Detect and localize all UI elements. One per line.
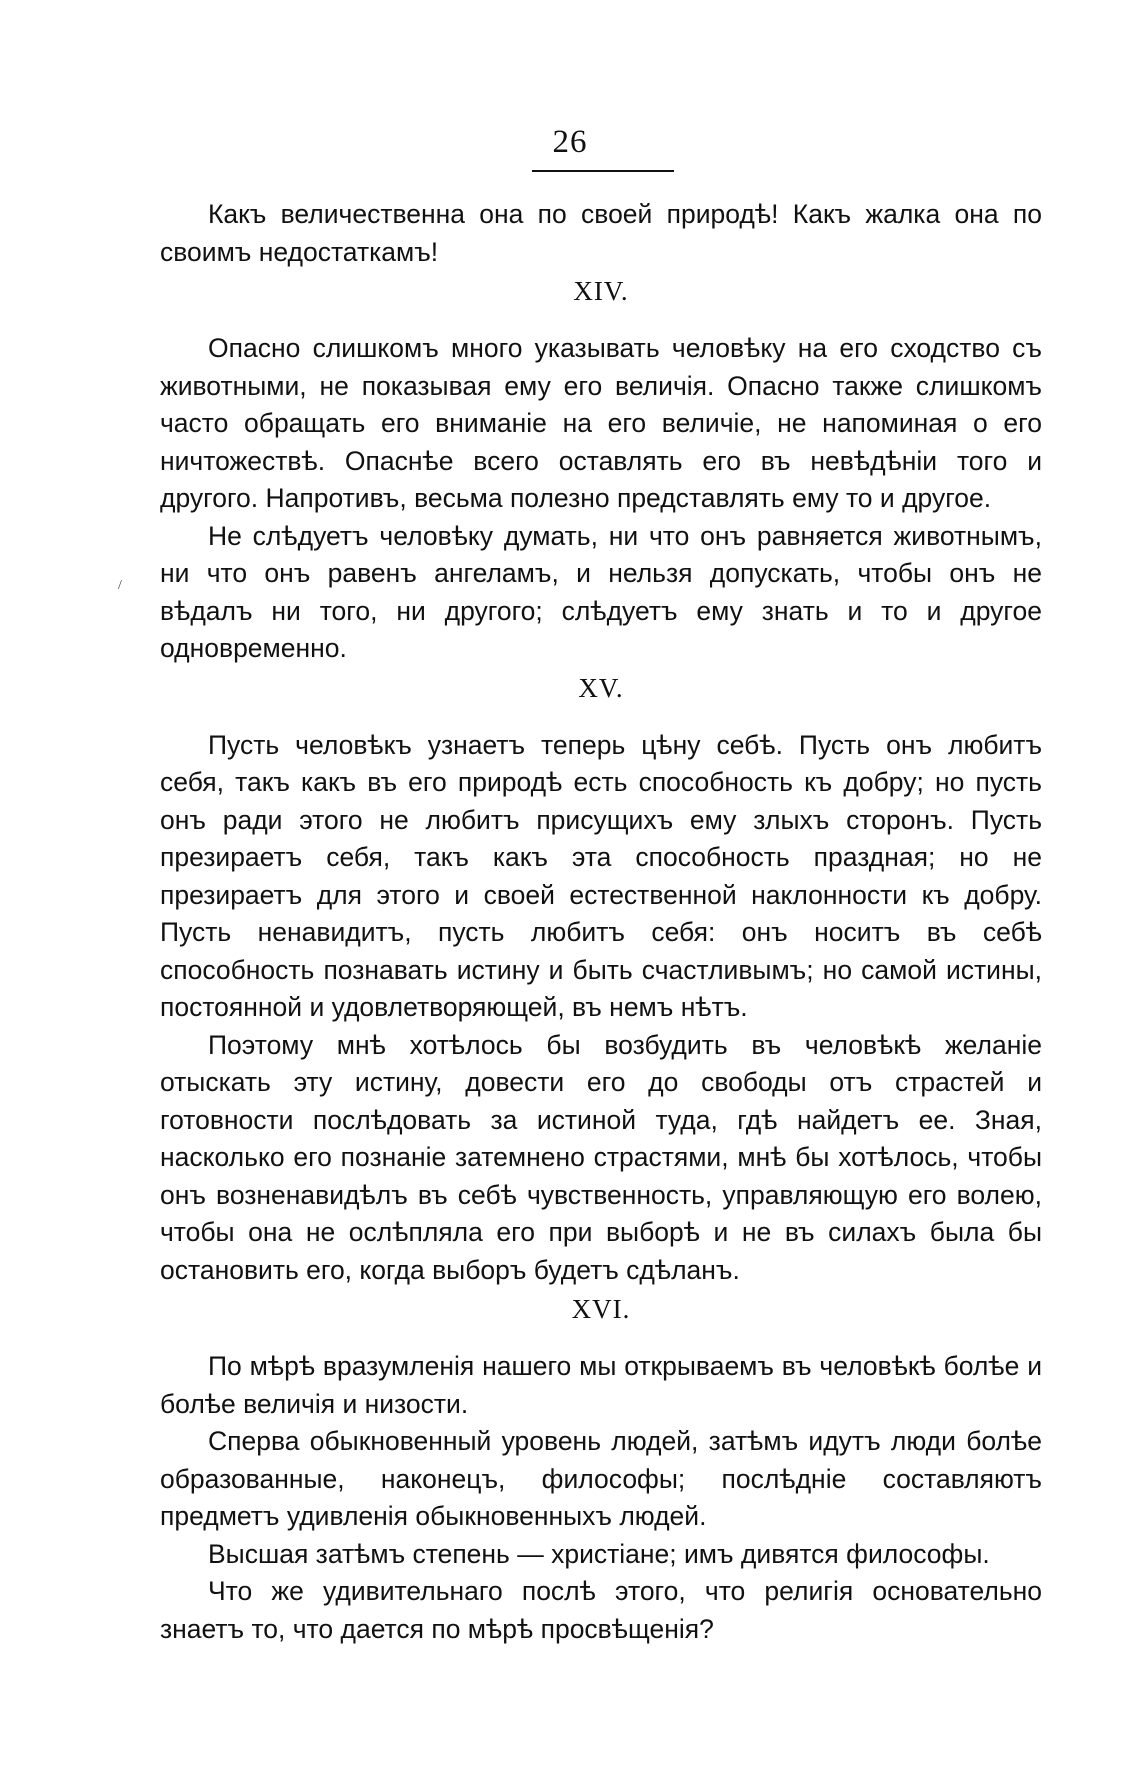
section-xiv-paragraph-2: Не слѣдуетъ человѣку думать, ни что онъ равняется животнымъ, ни что онъ равенъ ангеламъ, и нельзя допускать, чтобы онъ не вѣдалъ ни того, ни другого; слѣдуетъ ему знать и то и другое одновременно. — [160, 520, 1042, 663]
section-xvi-paragraph-2: Сперва обыкновенный уровень людей, затѣмъ идутъ люди болѣе образованные, наконецъ, философы; послѣдніе составляютъ предметъ удивленія обыкновенныхъ людей. — [160, 1426, 1042, 1531]
section-heading-xv: XV. — [578, 672, 624, 703]
section-xv-paragraph-1: Пусть человѣкъ узнаетъ теперь цѣну себѣ. Пусть онъ любитъ себя, такъ какъ въ его природѣ есть способность къ добру; но пусть онъ ради этого не любитъ присущихъ ему злыхъ сторонъ. Пусть презираетъ себя, такъ какъ эта способность праздная; но не презираетъ для этого и своей естественной наклонности къ добру. Пусть ненавидитъ, пусть любитъ себя: онъ носитъ въ себѣ способность познавать истину и быть счастливымъ; но самой истины, постоянной и удовлетворяющей, въ немъ нѣтъ. — [160, 729, 1042, 1022]
section-heading-xiv: XIV. — [573, 276, 629, 306]
section-xvi-paragraph-1: По мѣрѣ вразумленія нашего мы открываемъ въ человѣкѣ болѣе и болѣе величія и низости. — [160, 1351, 1042, 1419]
section-heading-xvi: XVI. — [571, 1294, 631, 1324]
section-xvi-paragraph-4: Что же удивительнаго послѣ этого, что религія основательно знаетъ то, что дается по мѣрѣ просвѣщенія? — [160, 1576, 1042, 1644]
section-xiv-paragraph-1: Опасно слишкомъ много указывать человѣку на его сходство съ животными, не показывая ему его величія. Опасно также слишкомъ часто обращать его вниманіе на его величіе, не напоминая о его ничтожествѣ. Опаснѣе всего оставлять его въ невѣдѣніи того и другого. Напротивъ, весьма полезно представлять ему то и другое. — [160, 333, 1042, 513]
section-xvi-paragraph-3: Высшая затѣмъ степень — христіане; имъ дивятся философы. — [208, 1538, 990, 1569]
intro-paragraph: Какъ величественна она по своей природѣ! Какъ жалка она по своимъ недостаткамъ! — [160, 199, 1042, 267]
body-text — [160, 196, 1042, 1648]
page-number: 26 — [552, 124, 588, 160]
scan-speck: / — [118, 578, 122, 593]
page-number-rule — [532, 170, 674, 172]
section-xv-paragraph-2: Поэтому мнѣ хотѣлось бы возбудить въ человѣкѣ желаніе отыскать эту истину, довести его до свободы отъ страстей и готовности послѣдовать за истиной туда, гдѣ найдетъ ее. Зная, насколько его познаніе затемнено страстями, мнѣ бы хотѣлось, чтобы онъ возненавидѣлъ въ себѣ чувственность, управляющую его волею, чтобы она не ослѣпляла его при выборѣ и не въ силахъ была бы остановить его, когда выборъ будетъ сдѣланъ. — [160, 1029, 1042, 1285]
